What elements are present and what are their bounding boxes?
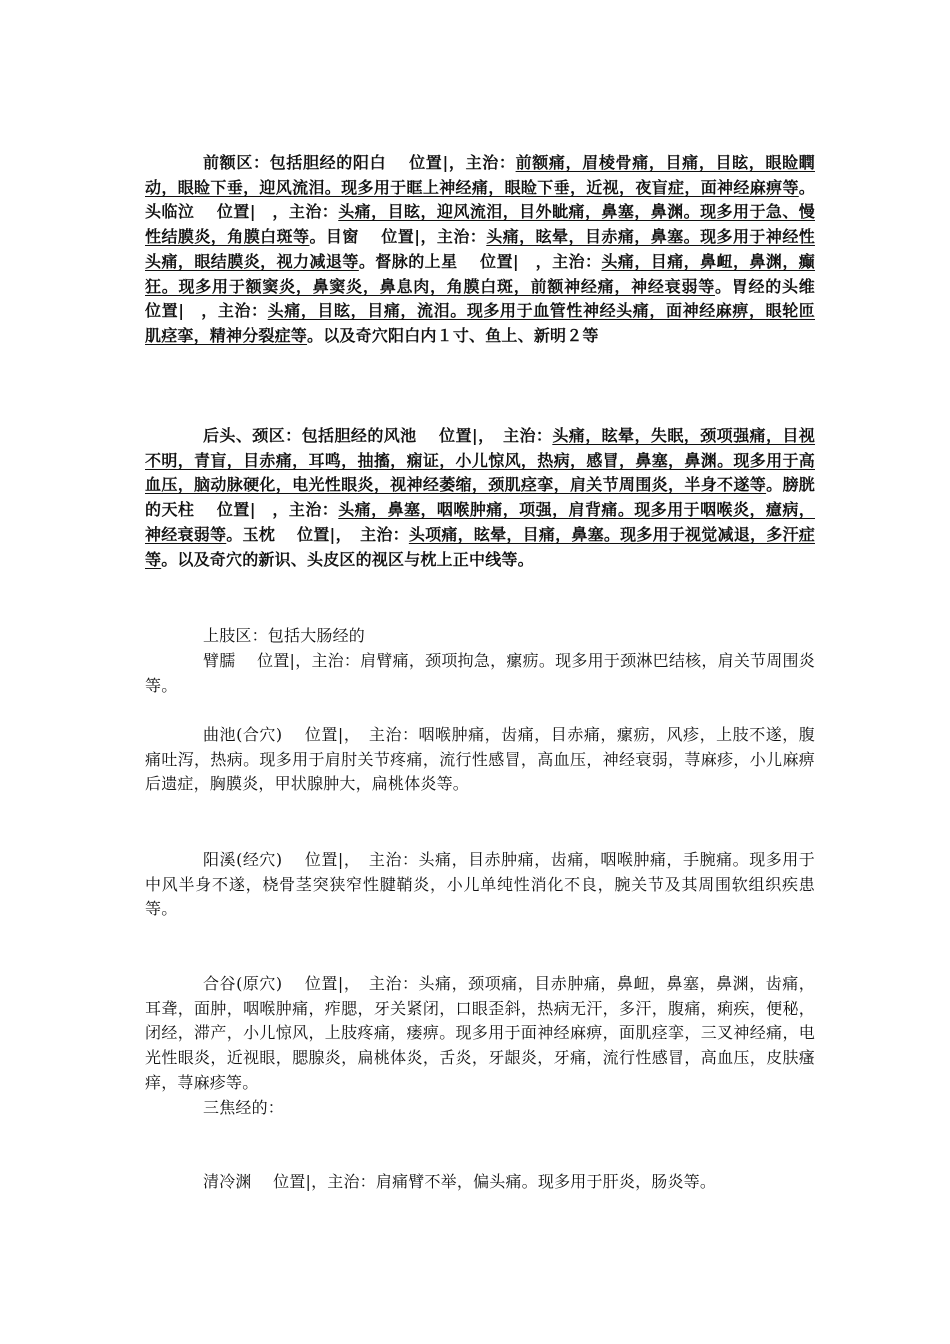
text-segment: 曲池(合穴) 位置|， 主治：咽喉肿痛，齿痛，目赤痛，瘰疬，风疹，上肢不遂，腹痛吐泻，热病。现多用于肩肘关节疼痛，流行性感冒，高血压，神经衰弱，荨麻疹，小儿麻痹后遗症，胸膜炎，甲状腺肿大，扁桃体炎等。: [145, 725, 815, 794]
text-segment: 阳溪(经穴) 位置|， 主治：头痛，目赤肿痛，齿痛，咽喉肿痛，手腕痛。现多用于中风半身不遂，桡骨茎突狭窄性腱鞘炎，小儿单纯性消化不良，腕关节及其周围软组织疾患等。: [145, 850, 815, 919]
text-segment: 上肢区：包括大肠经的: [203, 626, 366, 645]
text-segment: 三焦经的：: [203, 1098, 285, 1117]
text-segment: 。膀胱的天柱 位置| ，主治：: [145, 475, 815, 520]
text-segment: 。督脉的上星 位置| ，主治：: [358, 251, 602, 271]
text-segment: 。胃经的头维 位置| ，主治：: [145, 276, 837, 321]
paragraph-qinglengyuan-point: [145, 1170, 815, 1195]
underlined-text-segment: 头痛，眩晕，目赤痛，鼻塞。现多用于神经性头痛，眼结膜炎，视力减退等: [145, 227, 815, 271]
text-segment: 。玉枕 位置|， 主治：: [226, 524, 409, 544]
paragraph-occipital-neck-region: [145, 424, 815, 572]
underlined-text-segment: 头项痛，眩晕，目痛，鼻塞。现多用于视觉减退，多汗症等: [145, 524, 815, 569]
underlined-text-segment: 头痛，眩晕，失眠，颈项强痛，目视不明，青盲，目赤痛，耳鸣，抽搐，痫证，小儿惊风，热病，感冒，鼻塞，鼻渊。现多用于高血压，脑动脉硬化，电光性眼炎，视神经萎缩，颈肌痉挛，肩关节周围炎，半身不遂等: [145, 426, 816, 495]
underlined-text-segment: 头痛，目眩，迎风流泪，目外眦痛，鼻塞，鼻渊。现多用于急、慢性结膜炎，角膜白斑等: [145, 202, 815, 247]
text-segment: 后头、颈区：包括胆经的风池 位置|， 主治：: [203, 426, 553, 445]
paragraph-hegu-point: [145, 972, 815, 1096]
text-segment: 合谷(原穴) 位置|， 主治：头痛，颈项痛，目赤肿痛，鼻衄，鼻塞，鼻渊，齿痛，耳聋，面肿，咽喉肿痛，痄腮，牙关紧闭，口眼歪斜，热病无汗，多汗，腹痛，痢疾，便秘，闭经，滞产，小儿惊风，上肢疼痛，瘘痹。现多用于面神经麻痹，面肌痉挛，三叉神经痛，电光性眼炎，近视眼，腮腺炎，扁桃体炎，舌炎，牙龈炎，牙痛，流行性感冒，高血压，皮肤瘙痒，荨麻疹等。: [145, 974, 815, 1092]
paragraph-forehead-region: [145, 151, 837, 349]
paragraph-yangxi-point: [145, 848, 815, 922]
text-segment: 臂臑 位置|，主治：肩臂痛，颈项拘急，瘰疬。现多用于颈淋巴结核，肩关节周围炎等。: [145, 651, 815, 695]
text-segment: 前额区：包括胆经的阳白 位置|，主治：: [203, 153, 516, 172]
underlined-text-segment: 头痛，鼻塞，咽喉肿痛，项强，肩背痛。现多用于咽喉炎，癔病，神经衰弱等: [145, 500, 815, 544]
text-segment: 。目窗 位置|，主治：: [309, 227, 487, 247]
text-segment: 清冷渊 位置|，主治：肩痛臂不举，偏头痛。现多用于肝炎，肠炎等。: [203, 1172, 717, 1191]
underlined-text-segment: 头痛，目眩，目痛，流泪。现多用于血管性神经头痛，面神经麻痹，眼轮匝肌痉挛，精神分裂症等: [145, 301, 816, 345]
text-segment: 。 头临泣 位置| ，主治：: [145, 177, 815, 222]
paragraph-upper-limb-heading: [145, 624, 815, 649]
paragraph-sanjiao-heading: [145, 1096, 815, 1121]
underlined-text-segment: 头痛，目痛，鼻衄，鼻渊，癫狂。现多用于额窦炎，鼻窦炎，鼻息肉，角膜白斑，前额神经痛，神经衰弱等: [145, 251, 816, 296]
underlined-text-segment: 前额痛，眉棱骨痛，目痛，目眩，眼睑瞤动，眼睑下垂，迎风流泪。现多用于眶上神经痛，眼睑下垂，近视，夜盲症，面神经麻痹等: [145, 153, 815, 197]
paragraph-binao-point: [145, 649, 815, 698]
paragraph-quchi-point: [145, 723, 815, 797]
text-segment: 。以及奇穴的新识、头皮区的视区与枕上正中线等。: [161, 549, 534, 569]
text-segment: 。以及奇穴阳白内１寸、鱼上、新明２等: [307, 325, 599, 345]
